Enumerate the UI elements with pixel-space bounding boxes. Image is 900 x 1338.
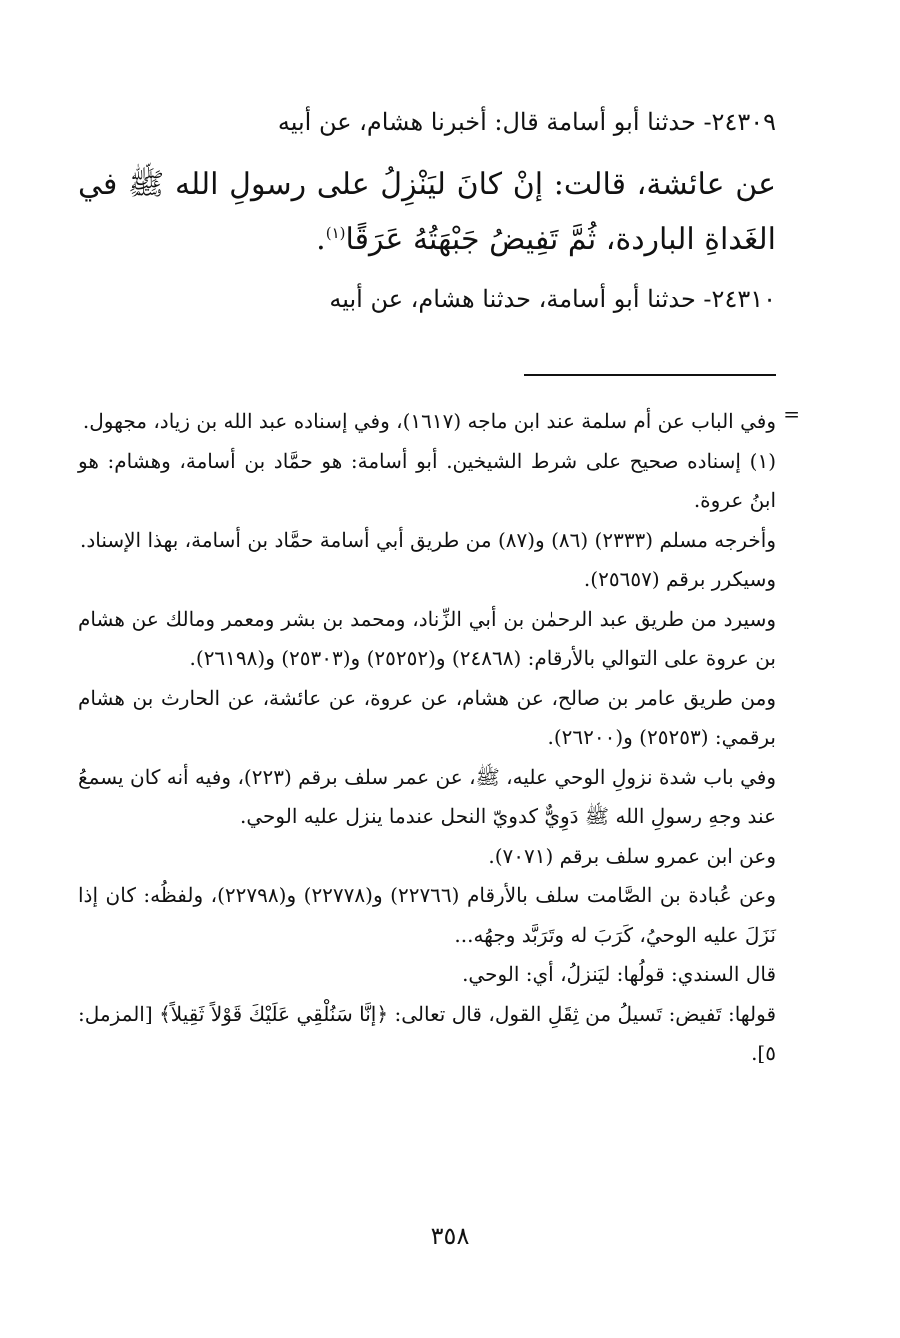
footnote-paragraph: (١) إسناده صحيح على شرط الشيخين. أبو أسامة: هو حمَّاد بن أسامة، وهشام: هو ابنُ عروة. bbox=[78, 448, 776, 512]
footnote-paragraph: وفي الباب عن أم سلمة عند ابن ماجه (١٦١٧)، وفي إسناده عبد الله بن زياد، مجهول. bbox=[82, 409, 776, 433]
hadith-text-line: عن عائشة، قالت: إنْ كانَ ليَنْزِلُ على رسولِ الله ﷺ في bbox=[78, 167, 776, 202]
footnote-paragraph: وسيرد من طريق عبد الرحمٰن بن أبي الزِّناد، ومحمد بن بشر ومعمر ومالك عن هشام بن عروة على التوالي بالأرقام: (٢٤٨٦٨) و(٢٥٢٥٢) و(٢٥٣٠٣) و(٢٦١٩٨). bbox=[78, 606, 776, 670]
footnotes bbox=[78, 402, 776, 1074]
footnote-paragraph: وأخرجه مسلم (٢٣٣٣) (٨٦) و(٨٧) من طريق أبي أسامة حمَّاد بن أسامة، بهذا الإسناد. bbox=[80, 527, 776, 552]
footnote-paragraph: قولها: تَفيض: تَسيلُ من ثِقَلِ القول، قال تعالى: ﴿إنَّا سَنُلْقِي عَلَيْكَ قَوْلاً ثَقِيلاً﴾ [المزمل: ٥]. bbox=[78, 1001, 776, 1065]
hadith-24309-line: ٢٤٣٠٩- حدثنا أبو أسامة قال: أخبرنا هشام، عن أبيه bbox=[277, 108, 776, 136]
continuation-mark: = bbox=[783, 402, 800, 426]
footnote-reference: (١) bbox=[325, 224, 346, 242]
footnote-paragraph: وفي باب شدة نزولِ الوحي عليه، ﷺ، عن عمر سلف برقم (٢٢٣)، وفيه أنه كان يسمعُ عند وجهِ رسولِ الله ﷺ دَوِيٌّ كدويّ النحل عندما ينزل عليه الوحي. bbox=[78, 764, 776, 828]
sentence-period: . bbox=[316, 222, 326, 257]
footnote-paragraph: وسيكرر برقم (٢٥٦٥٧). bbox=[583, 567, 776, 591]
hadith-text-line-end bbox=[80, 222, 776, 257]
footnote-paragraph: ومن طريق عامر بن صالح، عن هشام، عن عروة، عن عائشة، عن الحارث بن هشام برقمي: (٢٥٢٥٣) و(٢٦٢٠٠). bbox=[78, 685, 776, 749]
footnote-divider bbox=[524, 374, 776, 376]
footnote-paragraph: وعن عُبادة بن الصَّامت سلف بالأرقام (٢٢٧٦٦) و(٢٢٧٧٨) و(٢٢٧٩٨)، ولفظُه: كان إذا نَزَلَ عليه الوحيُ، كَرَبَ له وتَرَبَّد وجهُه... bbox=[78, 883, 776, 947]
hadith-text-tail: الغَداةِ الباردة، ثُمَّ تَفِيضُ جَبْهَتُهُ عَرَقًا bbox=[345, 222, 776, 257]
hadith-24310-line: ٢٤٣١٠- حدثنا أبو أسامة، حدثنا هشام، عن أبيه bbox=[329, 285, 776, 313]
footnote-paragraph: وعن ابن عمرو سلف برقم (٧٠٧١). bbox=[488, 843, 776, 868]
page-number: ٣٥٨ bbox=[430, 1222, 470, 1250]
footnote-paragraph: قال السندي: قولُها: ليَنزلُ، أي: الوحي. bbox=[462, 962, 776, 986]
